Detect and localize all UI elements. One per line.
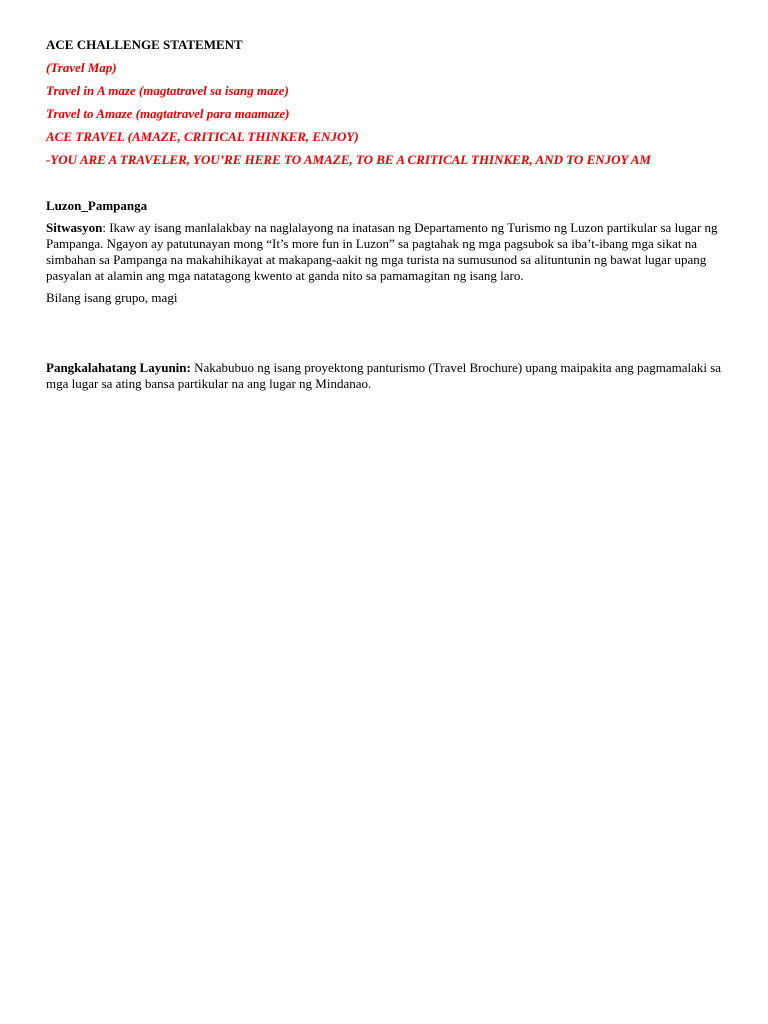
- document-page: [46, 36, 726, 398]
- spacer: [46, 312, 726, 360]
- objective-paragraph: [46, 360, 726, 392]
- group-paragraph: Bilang isang grupo, magi: [46, 290, 178, 305]
- situation-paragraph: [46, 220, 726, 284]
- situation-label: Sitwasyon: [46, 220, 103, 235]
- red-line-ace-travel: ACE TRAVEL (AMAZE, CRITICAL THINKER, ENJOY): [46, 129, 359, 144]
- red-line-travel-to-amaze: Travel to Amaze (magtatravel para maamaze): [46, 106, 290, 121]
- red-line-travel-map: (Travel Map): [46, 60, 117, 75]
- document-title: ACE CHALLENGE STATEMENT: [46, 37, 243, 52]
- red-line-traveler-statement: -YOU ARE A TRAVELER, YOU’RE HERE TO AMAZE, TO BE A CRITICAL THINKER, AND TO ENJOY AM: [46, 152, 651, 167]
- red-line-travel-in-maze: Travel in A maze (magtatravel sa isang maze): [46, 83, 289, 98]
- situation-text: : Ikaw ay isang manlalakbay na naglalayong na inatasan ng Departamento ng Turismo ng Luzon partikular sa lugar ng Pampanga. Ngayon ay patutunayan mong “It’s more fun in Luzon” sa pagtahak ng mga pagsubok sa iba’t-ibang mga sikat na simbahan sa Pampanga na makahihikayat at makapang-aakit ng mga turista na sumusunod sa alituntunin ng bawat lugar upang pasyalan at alamin ang mga natatagong kwento at ganda nito sa pamamagitan ng isang laro.: [46, 220, 718, 283]
- section-title: Luzon_Pampanga: [46, 198, 148, 213]
- objective-text: Nakabubuo ng isang proyektong panturismo (Travel Brochure) upang maipakita ang pagmamalaki sa mga lugar sa ating bansa partikular na ang lugar ng Mindanao.: [46, 360, 722, 391]
- objective-label: Pangkalahatang Layunin:: [46, 360, 191, 375]
